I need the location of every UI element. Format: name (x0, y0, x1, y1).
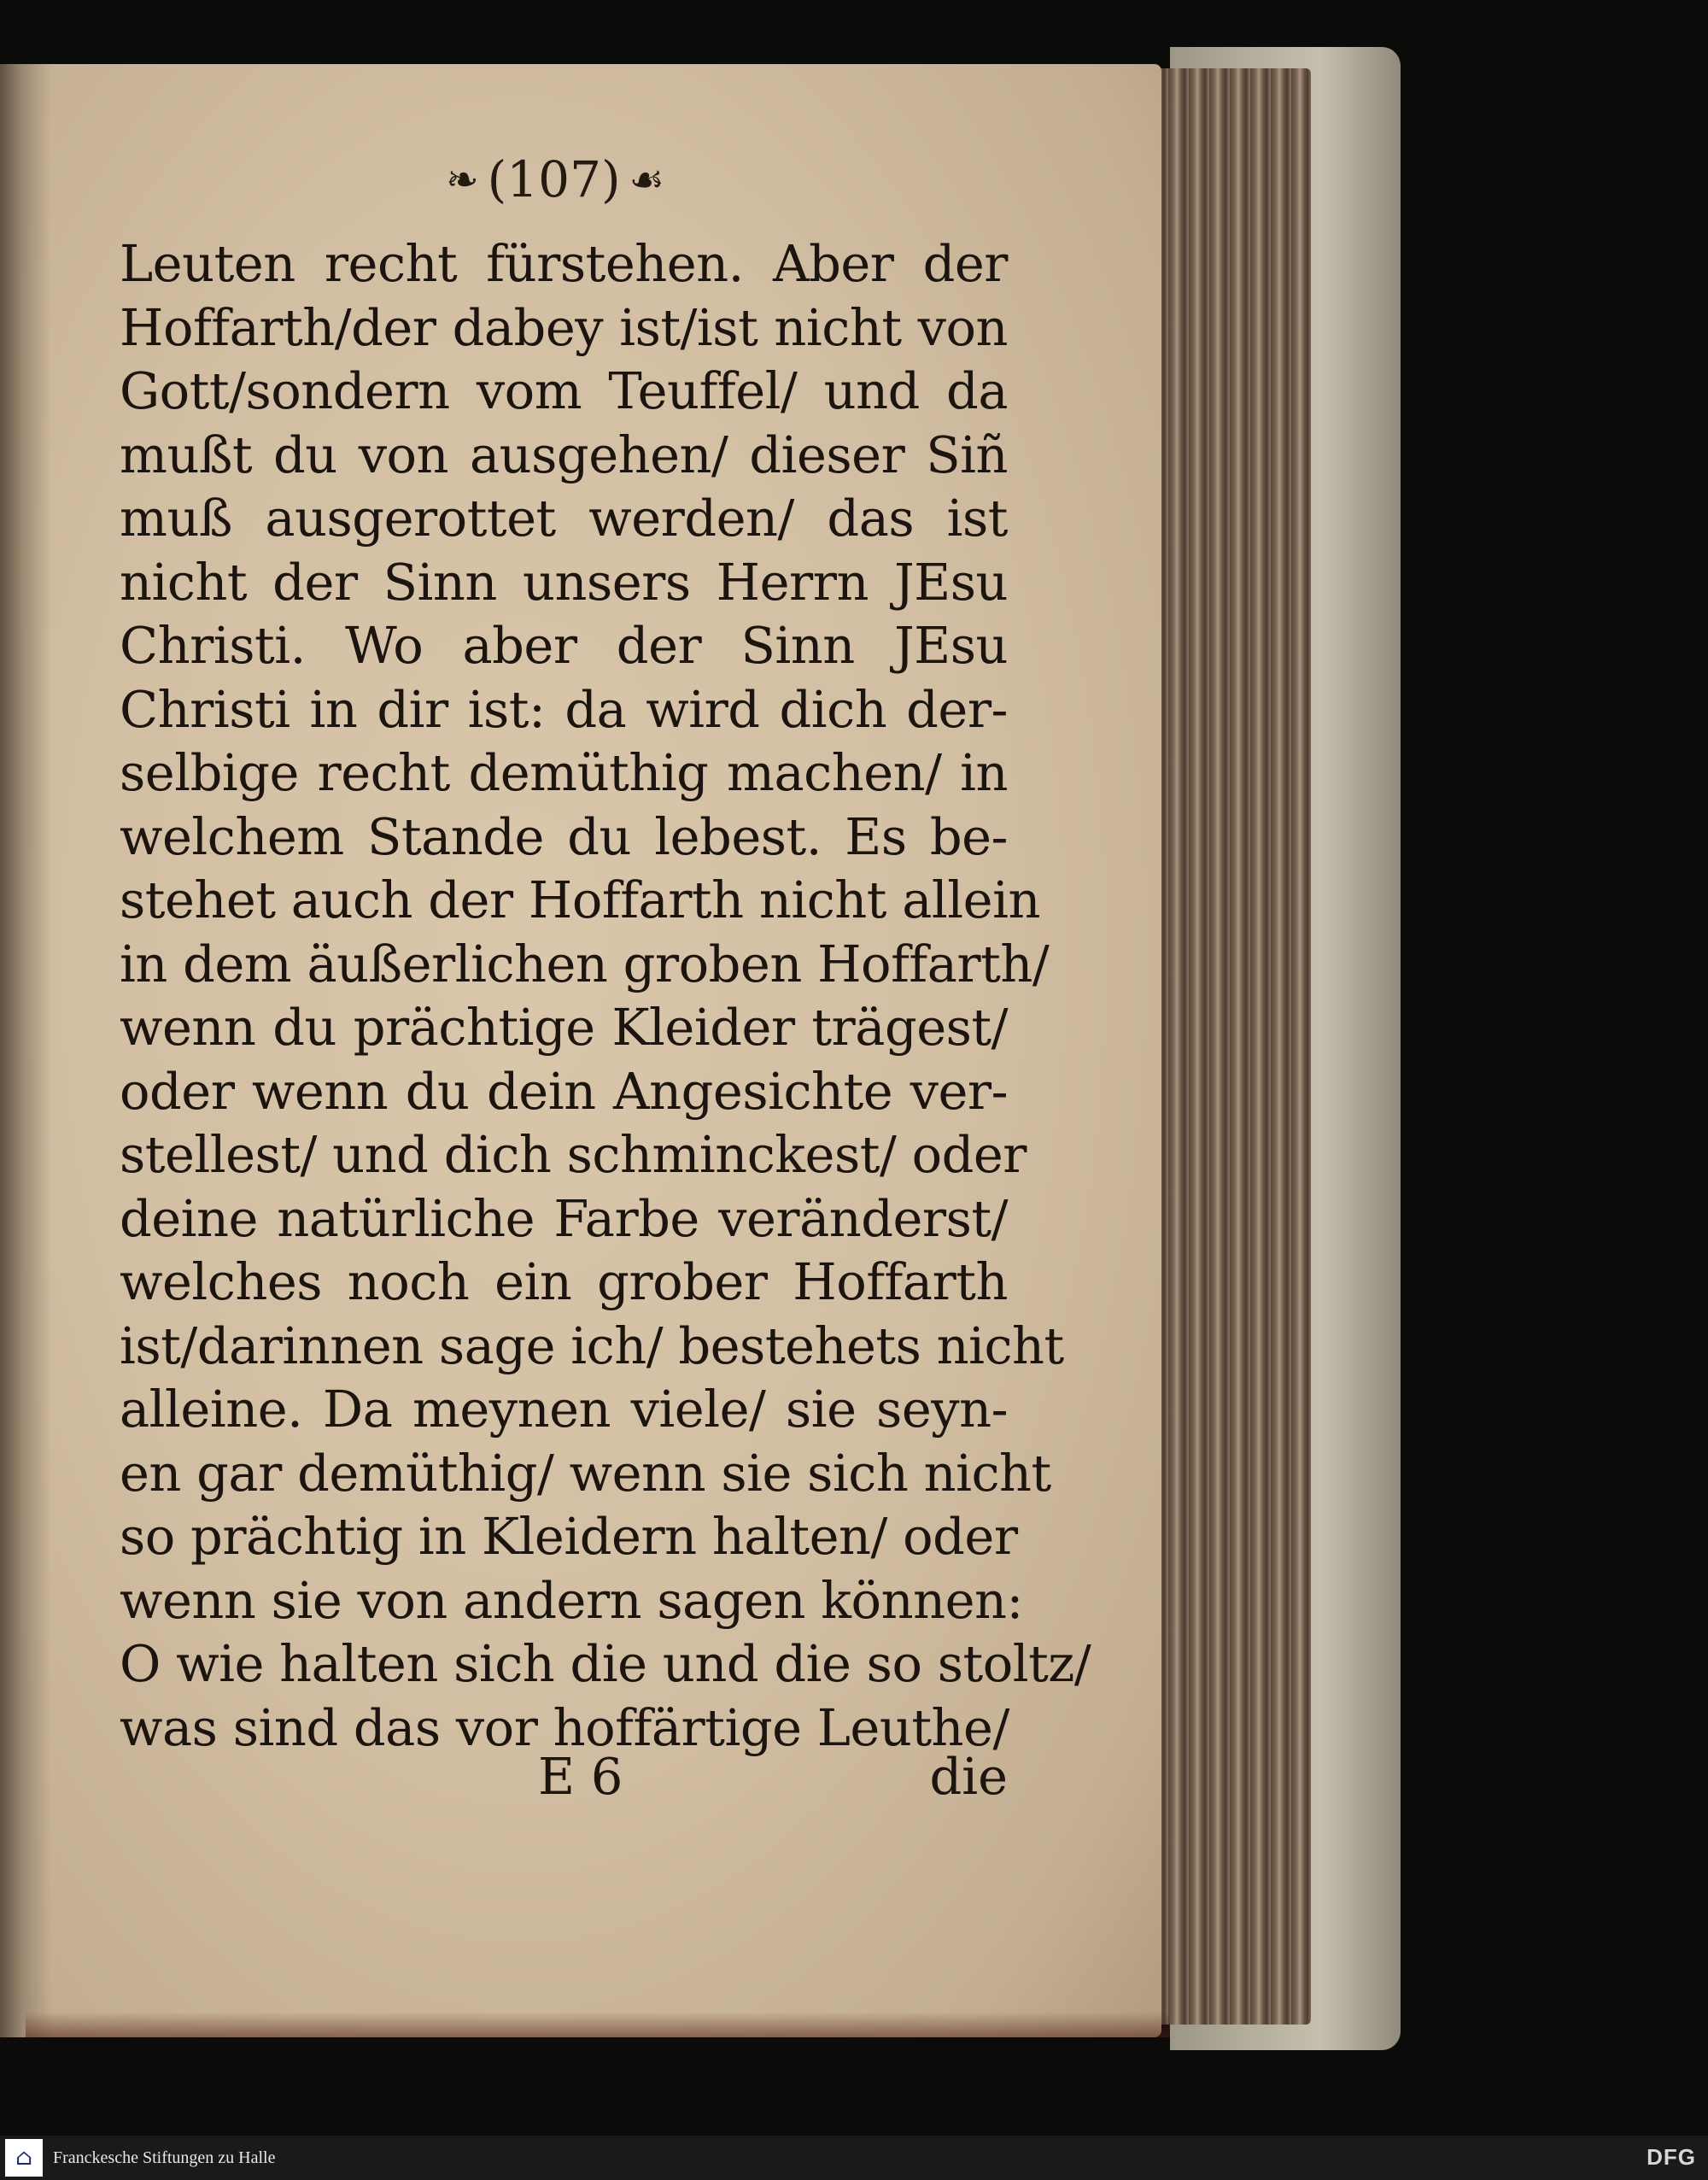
text-line: alleine. Da meynen viele/ sie seyn- (120, 1380, 1008, 1439)
text-line: en gar demüthig/ wenn sie sich nicht (120, 1443, 1051, 1503)
text-line: O wie halten sich die und die so stoltz/ (120, 1634, 1091, 1693)
text-line: stellest/ und dich schminckest/ oder (120, 1125, 1027, 1184)
caption-bar (0, 2136, 1708, 2180)
page-gutter (0, 64, 51, 2037)
text-line: selbige recht demüthig machen/ in (120, 743, 1008, 802)
text-line: Hoffarth/der dabey ist/ist nicht von (120, 297, 1008, 357)
text-line: stehet auch der Hoffarth nicht allein (120, 870, 1040, 929)
page-footer (120, 1747, 1008, 1815)
text-line: wenn du prächtige Kleider trägest/ (120, 998, 1008, 1057)
text-line: mußt du von ausgehen/ dieser Siñ (120, 425, 1008, 484)
text-line: deine natürliche Farbe veränderst/ (120, 1188, 1008, 1248)
text-line: Leuten recht fürstehen. Aber der (120, 234, 1008, 293)
text-line: welches noch ein grober Hoffarth (120, 1252, 1008, 1311)
text-line: Christi. Wo aber der Sinn JEsu (120, 616, 1008, 675)
text-line: Christi in dir ist: da wird dich der- (120, 679, 1008, 739)
text-line: oder wenn du dein Angesichte ver- (120, 1061, 1008, 1121)
text-line: was sind das vor hoffärtige Leuthe/ (120, 1697, 1009, 1757)
text-line: muß ausgerottet werden/ das ist (120, 489, 1008, 548)
body-text (120, 232, 1091, 1760)
text-line: wenn sie von andern sagen können: (120, 1570, 1023, 1630)
text-line: ist/darinnen sage ich/ bestehets nicht (120, 1316, 1064, 1375)
page-bottom-edge (26, 2012, 1170, 2037)
building-icon: ⌂ (5, 2139, 43, 2177)
ornament-right-icon: ☙ (629, 156, 664, 202)
text-line: Gott/sondern vom Teuffel/ und da (120, 361, 1008, 420)
ornament-left-icon: ❧ (446, 156, 479, 202)
catchword: die (929, 1747, 1008, 1806)
signature-mark: E 6 (538, 1747, 623, 1806)
institution-name: Franckesche Stiftungen zu Halle (53, 2148, 276, 2167)
text-line: welchem Stande du lebest. Es be- (120, 806, 1008, 866)
funder-logo: DFG (1647, 2144, 1696, 2170)
text-line: nicht der Sinn unsers Herrn JEsu (120, 552, 1008, 612)
page-number: (107) (487, 150, 621, 208)
text-line: in dem äußerlichen groben Hoffarth/ (120, 934, 1050, 993)
page-header (354, 141, 756, 218)
text-line: so prächtig in Kleidern halten/ oder (120, 1507, 1018, 1566)
